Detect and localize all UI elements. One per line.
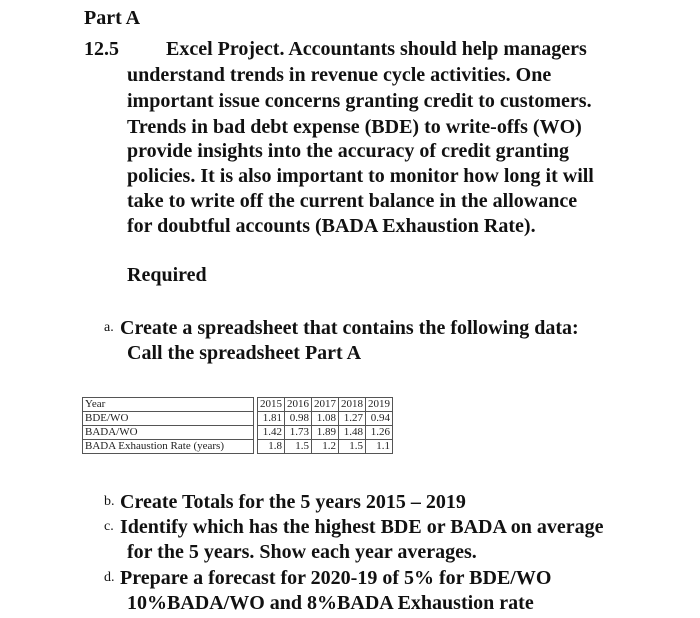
question-text-line: for doubtful accounts (BADA Exhaustion Rate).	[127, 215, 536, 237]
item-letter-c: c.	[104, 519, 114, 534]
table-row	[83, 398, 393, 412]
table-cell: 1.42	[258, 426, 285, 440]
item-a-text: Create a spreadsheet that contains the following data:	[120, 317, 579, 339]
table-cell: 1.48	[339, 426, 366, 440]
table-cell: 2018	[339, 398, 366, 412]
item-b-text: Create Totals for the 5 years 2015 – 2019	[120, 491, 466, 513]
table-cell: 1.73	[285, 426, 312, 440]
table-cell: 2015	[258, 398, 285, 412]
table-cell: 1.5	[285, 440, 312, 454]
table-cell: 1.89	[312, 426, 339, 440]
table-cell: 1.26	[366, 426, 393, 440]
item-c-text: Identify which has the highest BDE or BADA on average	[120, 516, 604, 538]
question-text-line: take to write off the current balance in the allowance	[127, 190, 578, 212]
row-label: Year	[83, 398, 254, 412]
row-label: BDE/WO	[83, 412, 254, 426]
table-cell: 1.27	[339, 412, 366, 426]
table-cell: 0.98	[285, 412, 312, 426]
item-letter-b: b.	[104, 494, 115, 509]
item-c-text: for the 5 years. Show each year averages.	[127, 541, 477, 563]
table-cell: 2016	[285, 398, 312, 412]
row-label: BADA Exhaustion Rate (years)	[83, 440, 254, 454]
table-cell: 1.2	[312, 440, 339, 454]
spreadsheet-table	[82, 397, 393, 454]
table-cell: 0.94	[366, 412, 393, 426]
question-text-line: important issue concerns granting credit to customers.	[127, 90, 592, 112]
table-cell: 2017	[312, 398, 339, 412]
required-heading: Required	[127, 264, 207, 286]
question-number: 12.5	[84, 38, 119, 60]
question-text-line: Trends in bad debt expense (BDE) to write-offs (WO)	[127, 116, 582, 138]
table-row	[83, 412, 393, 426]
item-d-text: Prepare a forecast for 2020-19 of 5% for BDE/WO	[120, 567, 552, 589]
item-letter-d: d.	[104, 570, 115, 585]
item-a-text: Call the spreadsheet Part A	[127, 342, 362, 364]
table-cell: 1.8	[258, 440, 285, 454]
table-row	[83, 426, 393, 440]
table-cell: 1.1	[366, 440, 393, 454]
question-text-line: understand trends in revenue cycle activities. One	[127, 64, 552, 86]
table-cell: 1.5	[339, 440, 366, 454]
table-cell: 2019	[366, 398, 393, 412]
part-title: Part A	[84, 7, 141, 29]
table-row	[83, 440, 393, 454]
question-text-line: provide insights into the accuracy of credit granting	[127, 140, 570, 162]
question-text-line: Excel Project. Accountants should help managers	[166, 38, 587, 60]
table-cell: 1.08	[312, 412, 339, 426]
row-label: BADA/WO	[83, 426, 254, 440]
question-text-line: policies. It is also important to monitor how long it will	[127, 165, 594, 187]
table-cell: 1.81	[258, 412, 285, 426]
item-letter-a: a.	[104, 320, 114, 335]
item-d-text: 10%BADA/WO and 8%BADA Exhaustion rate	[127, 592, 534, 614]
